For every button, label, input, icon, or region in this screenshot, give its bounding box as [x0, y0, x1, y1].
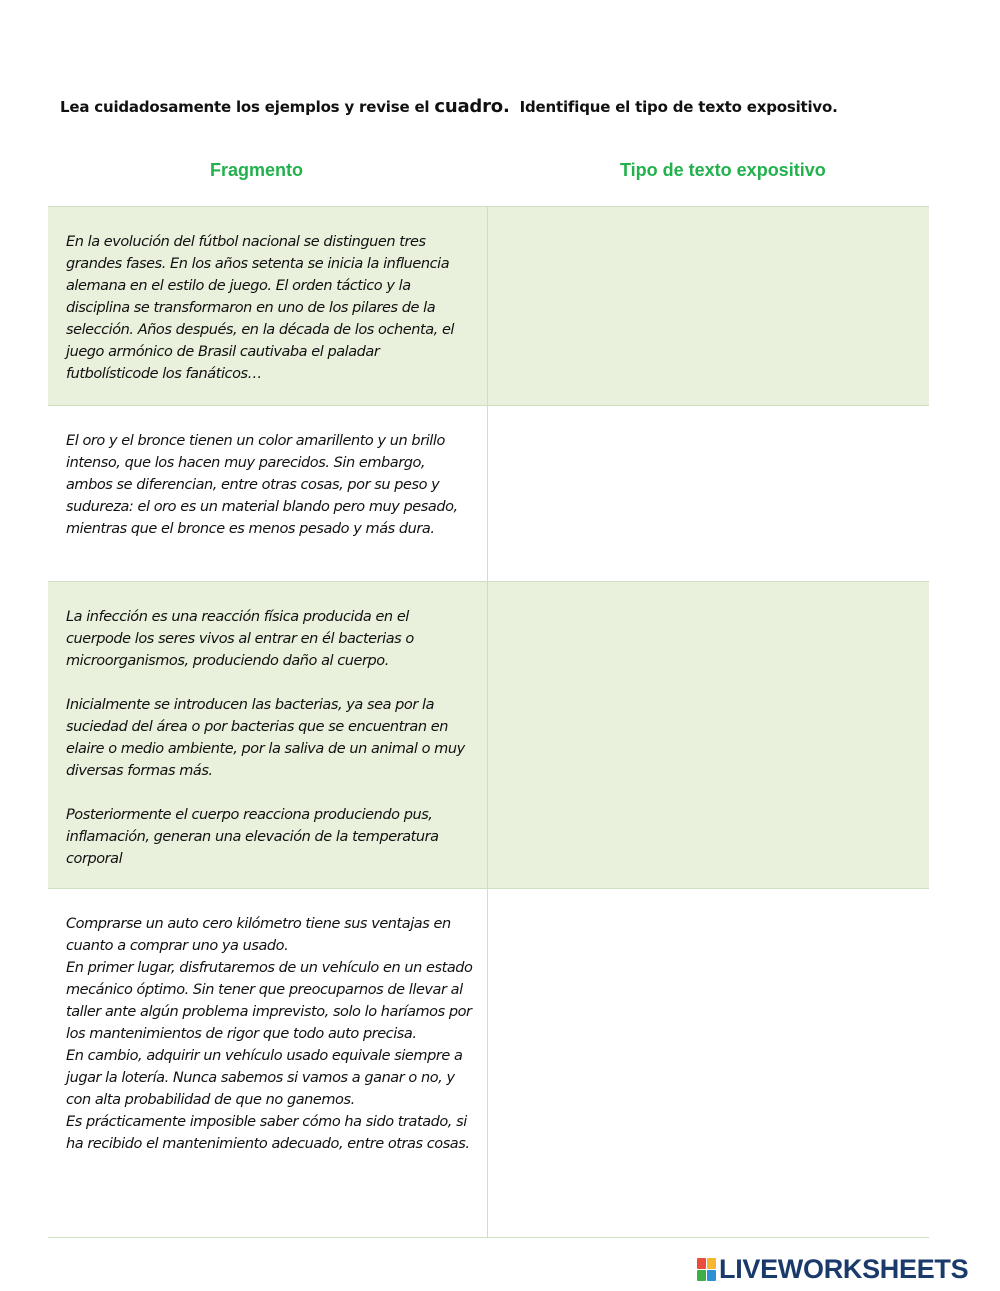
fragment-paragraph: Es prácticamente imposible saber cómo ha sido tratado, si ha recibido el mantenimiento adecuado, entre otras cosas.: [66, 1114, 470, 1152]
fragment-cell: [48, 582, 488, 888]
fragment-paragraph: Inicialmente se introducen las bacterias, ya sea por la suciedad del área o por bacterias que se encuentran en elaire o medio ambiente, por la saliva de un animal o muy diversas formas más.: [66, 697, 465, 779]
instruction-part2: Identifique el tipo de texto expositivo.: [509, 98, 838, 116]
table-row: [48, 206, 929, 405]
fragment-cell: [48, 207, 488, 405]
answer-cell[interactable]: [488, 582, 929, 888]
header-expository-type: Tipo de texto expositivo: [620, 160, 826, 180]
logo-square-green: [697, 1270, 706, 1281]
table-row: [48, 405, 929, 581]
fragment-paragraph: En cambio, adquirir un vehículo usado equivale siempre a jugar la lotería. Nunca sabemos si vamos a ganar o no, y con alta probabilidad de que no ganemos.: [66, 1048, 463, 1108]
table-header: [48, 160, 929, 190]
instruction-emphasis: cuadro.: [434, 96, 510, 117]
logo-square-blue: [707, 1270, 716, 1281]
fragment-cell: [48, 889, 488, 1237]
fragment-paragraph: El oro y el bronce tienen un color amarillento y un brillo intenso, que los hacen muy parecidos. Sin embargo, ambos se diferencian, entre otras cosas, por su peso y sudureza: el oro es un material blando pero muy pesado, mientras que el bronce es menos pesado y más dura.: [66, 433, 458, 537]
instruction-part1: Lea cuidadosamente los ejemplos y revise el: [60, 98, 435, 116]
answer-cell[interactable]: [488, 889, 929, 1237]
logo-mark-icon: [697, 1258, 716, 1281]
answer-cell[interactable]: [488, 406, 929, 581]
instruction-text: [60, 96, 838, 117]
liveworksheets-logo: [697, 1254, 968, 1285]
fragment-paragraph: La infección es una reacción física producida en el cuerpode los seres vivos al entrar en él bacterias o microorganismos, produciendo daño al cuerpo.: [66, 609, 414, 669]
fragment-paragraph: Comprarse un auto cero kilómetro tiene sus ventajas en cuanto a comprar uno ya usado.: [66, 916, 451, 954]
header-fragment: Fragmento: [210, 160, 304, 180]
fragment-cell: [48, 406, 488, 581]
fragment-paragraph: En la evolución del fútbol nacional se distinguen tres grandes fases. En los años setenta se inicia la influencia alemana en el estilo de juego. El orden táctico y la disciplina se transformaron en uno de los pilares de la selección. Años después, en la década de los ochenta, el juego armónico de Brasil cautivaba el paladar futbolísticode los fanáticos…: [66, 234, 454, 382]
logo-square-yellow: [707, 1258, 716, 1269]
logo-square-red: [697, 1258, 706, 1269]
fragment-paragraph: Posteriormente el cuerpo reacciona produciendo pus, inflamación, generan una elevación de la temperatura corporal: [66, 807, 439, 867]
fragments-table: [48, 206, 929, 1238]
logo-text: LIVEWORKSHEETS: [719, 1254, 969, 1284]
table-row: [48, 581, 929, 888]
table-row: [48, 888, 929, 1238]
fragment-paragraph: En primer lugar, disfrutaremos de un vehículo en un estado mecánico óptimo. Sin tener que preocuparnos de llevar al taller ante algún problema imprevisto, solo lo haríamos por los mantenimientos de rigor que todo auto precisa.: [66, 960, 473, 1042]
answer-cell[interactable]: [488, 207, 929, 405]
